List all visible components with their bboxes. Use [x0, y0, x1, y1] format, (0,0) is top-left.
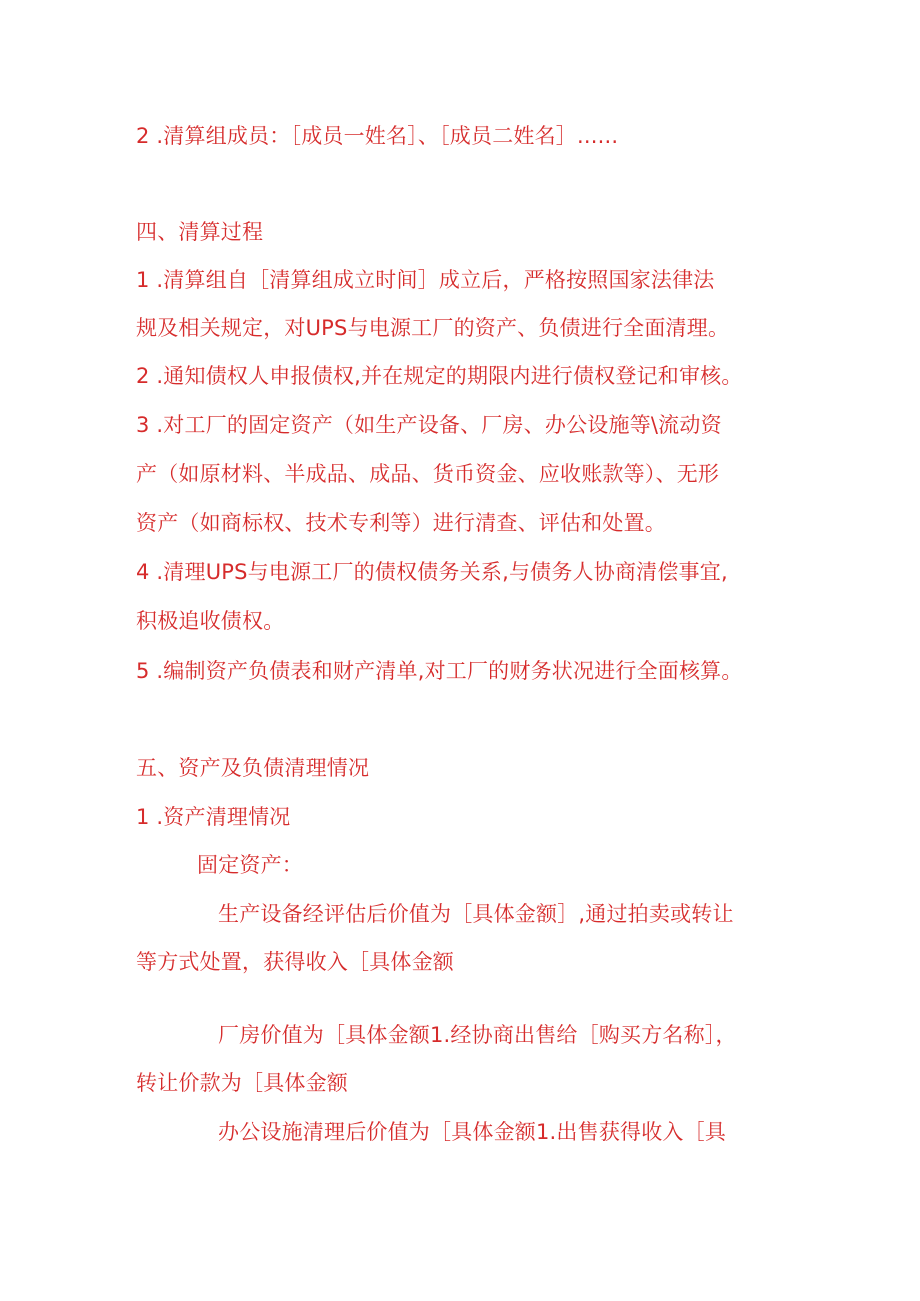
- office-facilities-line: 办公设施清理后价值为［具体金额1.出售获得收入［具: [218, 1120, 727, 1144]
- process-item-4-line-1: 4 .清理UPS与电源工厂的债权债务关系,与债务人协商清偿事宜,: [136, 560, 728, 584]
- process-item-3-line-2: 产（如原材料、半成品、成品、货币资金、应收账款等）、无形: [136, 462, 720, 486]
- process-item-3-line-3: 资产（如商标权、技术专利等）进行清查、评估和处置。: [136, 511, 666, 535]
- liquidation-members-line: 2 .清算组成员：［成员一姓名］、［成员二姓名］......: [136, 124, 619, 148]
- section-five-heading: 五、资产及负债清理情况: [136, 756, 370, 780]
- production-equipment-line-1: 生产设备经评估后价值为［具体金额］,通过拍卖或转让: [218, 902, 734, 926]
- process-item-1-line-1: 1 .清算组自［清算组成立时间］成立后，严格按照国家法律法: [136, 268, 715, 292]
- process-item-5: 5 .编制资产负债表和财产清单,对工厂的财务状况进行全面核算。: [136, 659, 743, 683]
- factory-building-line-1: 厂房价值为［具体金额1.经协商出售给［购买方名称］，: [218, 1023, 737, 1047]
- process-item-2: 2 .通知债权人申报债权,并在规定的期限内进行债权登记和审核。: [136, 364, 743, 388]
- asset-clearing-subheading: 1 .资产清理情况: [136, 805, 291, 829]
- process-item-3-line-1: 3 .对工厂的固定资产（如生产设备、厂房、办公设施等\流动资: [136, 413, 722, 437]
- section-four-heading: 四、清算过程: [136, 220, 264, 244]
- process-item-4-line-2: 积极追收债权。: [136, 609, 285, 633]
- process-item-1-line-2: 规及相关规定，对UPS与电源工厂的资产、负债进行全面清理。: [136, 316, 730, 340]
- production-equipment-line-2: 等方式处置，获得收入［具体金额: [136, 950, 454, 974]
- factory-building-line-2: 转让价款为［具体金额: [136, 1071, 348, 1095]
- fixed-assets-label: 固定资产：: [197, 853, 303, 877]
